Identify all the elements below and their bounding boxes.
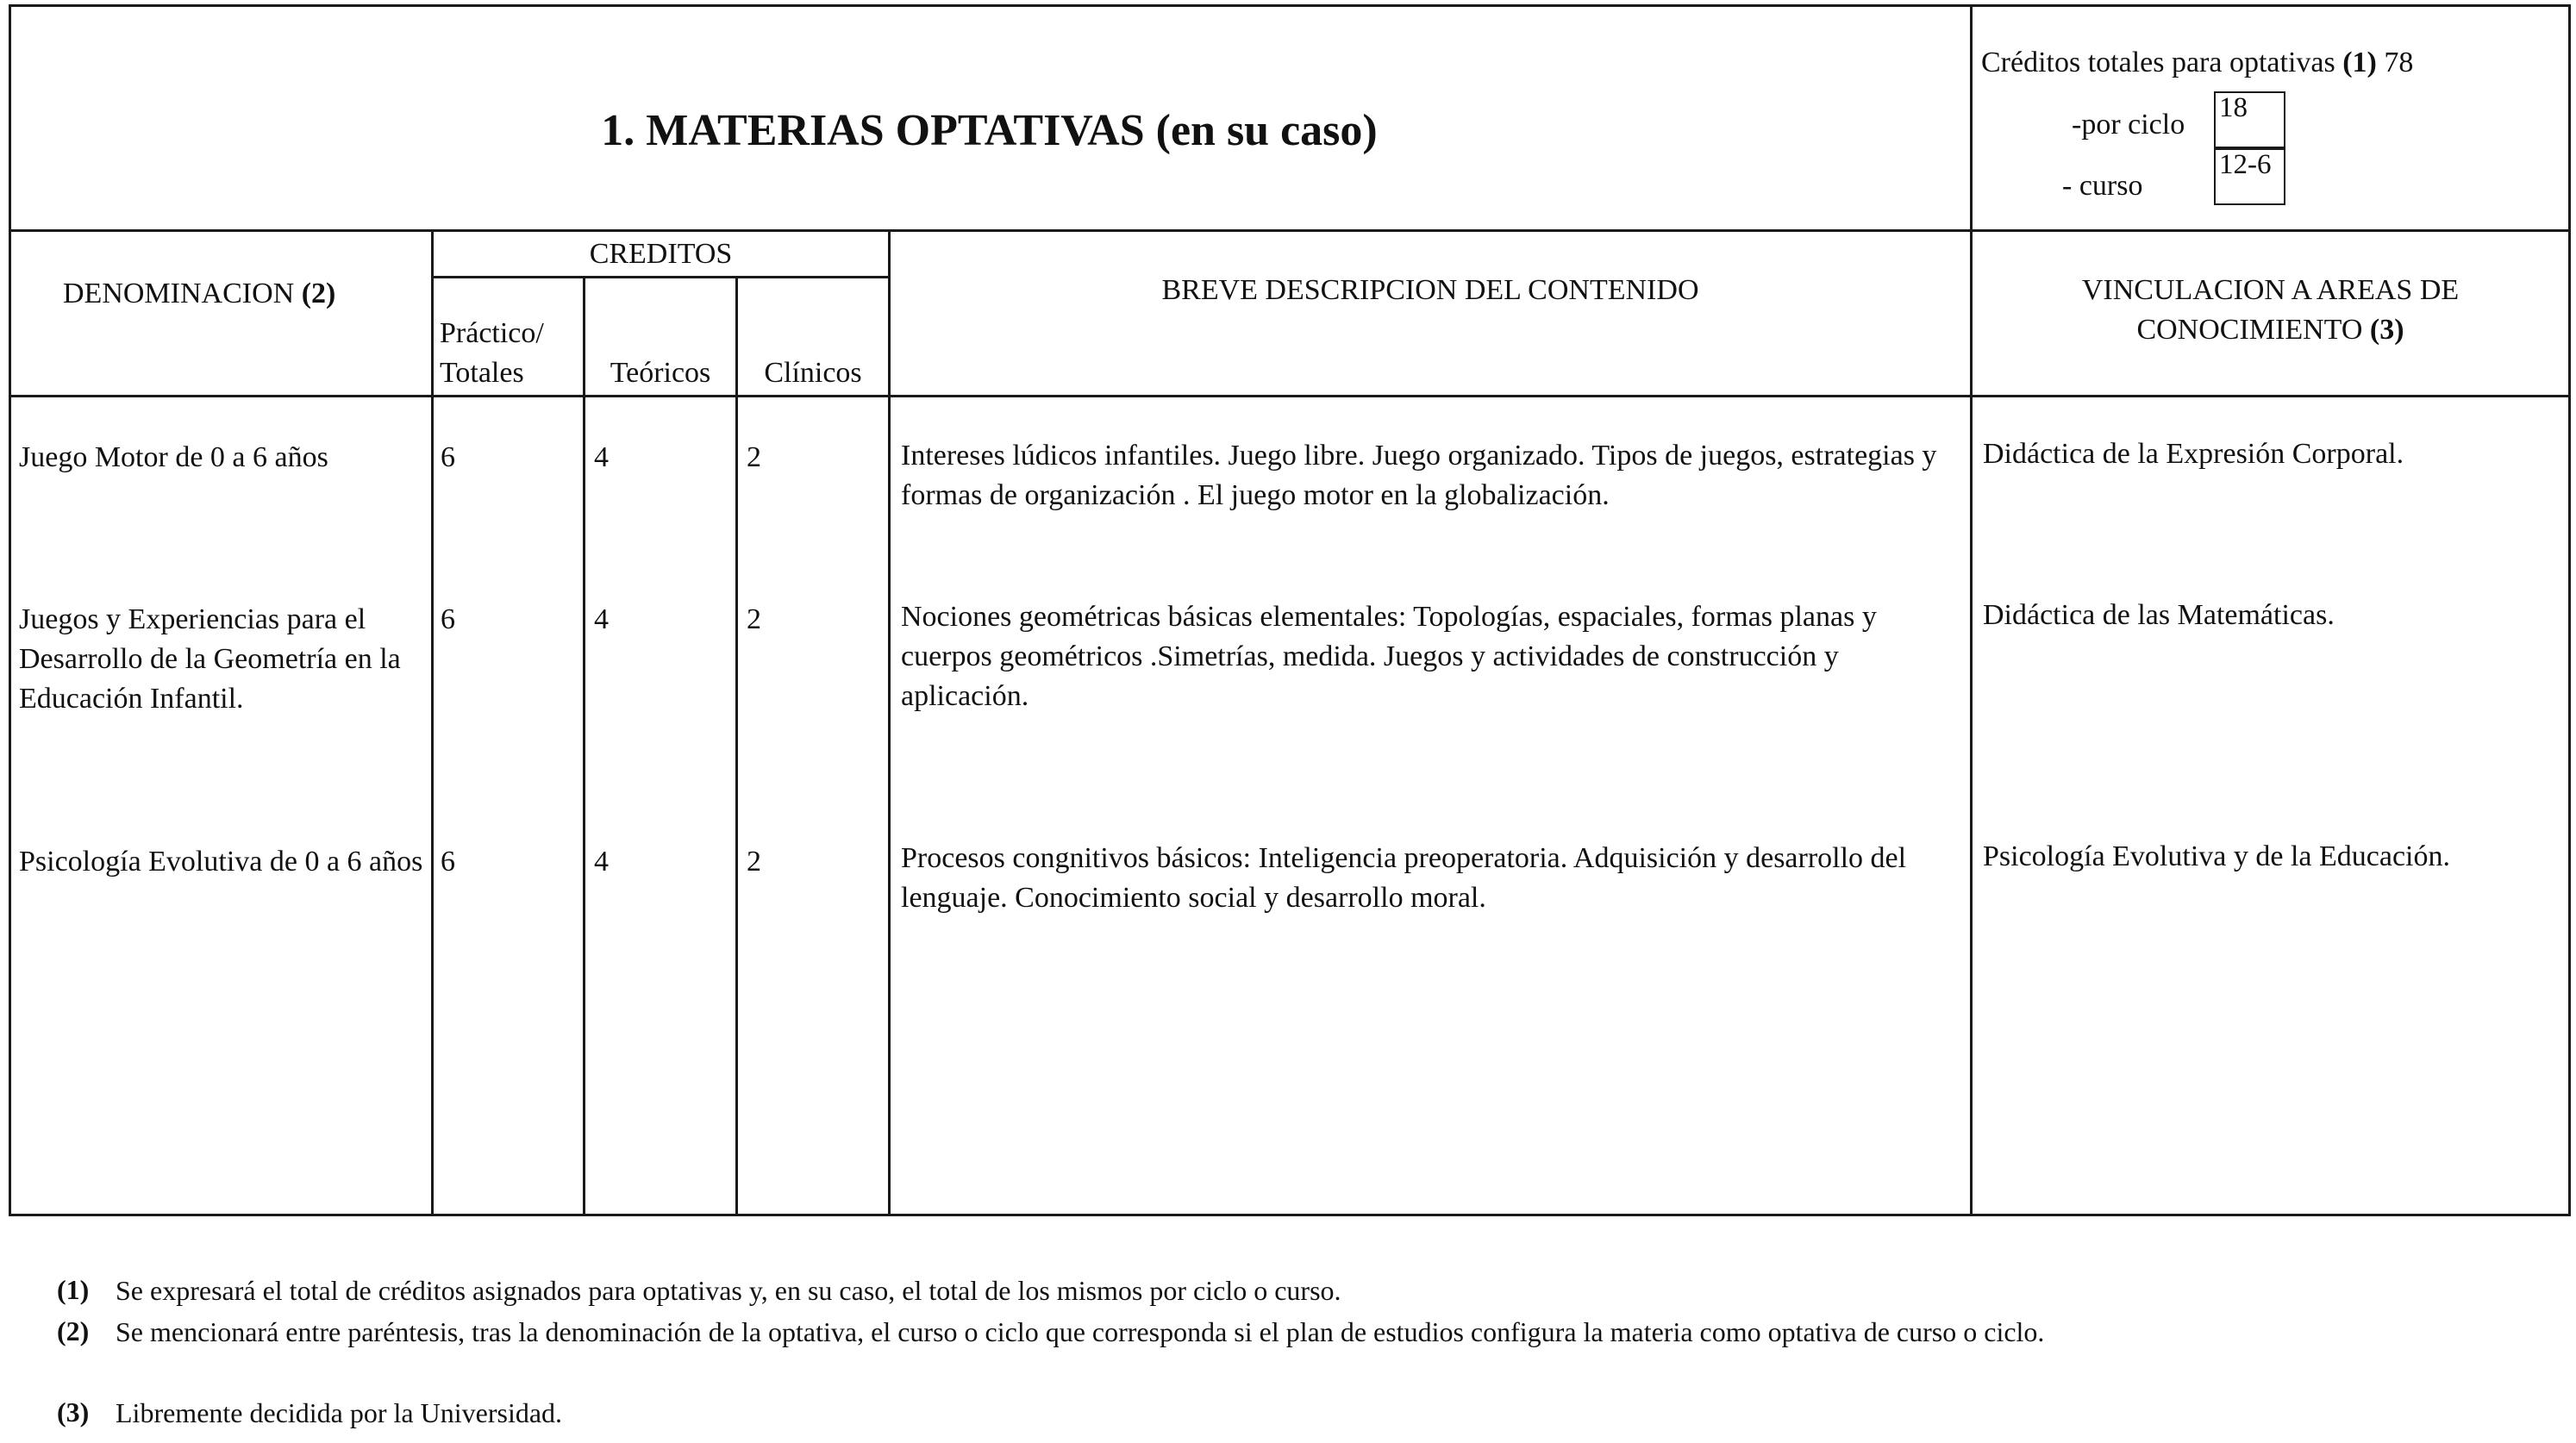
credits-total-line: [1981, 43, 2413, 83]
por-ciclo-label: -por ciclo: [2072, 109, 2185, 141]
row-clinicos: 2: [747, 846, 761, 878]
row-descripcion: Procesos congnitivos básicos: Inteligencia preoperatoria. Adquisición y desarrollo del lenguaje. Conocimiento social y desarrollo moral.: [901, 842, 1907, 914]
footnote-number: (3): [57, 1396, 90, 1427]
row-vinculacion: Psicología Evolutiva y de la Educación.: [1983, 840, 2450, 872]
col-header-creditos: CREDITOS: [589, 238, 733, 270]
divider-header-right: [1970, 4, 1973, 1216]
row-descripcion: Intereses lúdicos infantiles. Juego libre. Juego organizado. Tipos de juegos, estrategias y formas de organización . El juego motor en la globalización.: [901, 440, 1937, 511]
curso-box: 12-6: [2214, 148, 2285, 205]
row-teoricos: 4: [594, 603, 609, 635]
border-top: [9, 4, 2571, 7]
credits-total-ref: (1): [2342, 47, 2377, 78]
row-denominacion: Juegos y Experiencias para el Desarrollo de la Geometría en la Educación Infantil.: [19, 603, 401, 715]
divider-teoricos: [583, 276, 585, 1216]
divider-clinicos: [735, 276, 738, 1216]
border-right: [2568, 4, 2571, 1216]
footnote-number: (1): [57, 1274, 90, 1305]
row-totales: 6: [441, 603, 455, 635]
footnote-text: Se mencionará entre paréntesis, tras la denominación de la optativa, el curso o ciclo que corresponda si el plan de estudios configura la materia como optativa de curso o ciclo.: [116, 1316, 2045, 1347]
page-title: 1. MATERIAS OPTATIVAS (en su caso): [601, 106, 1378, 155]
row-clinicos: 2: [747, 603, 761, 635]
row-teoricos: 4: [594, 441, 609, 473]
col-header-clinicos: Clínicos: [764, 357, 862, 389]
row-totales: 6: [441, 441, 455, 473]
border-creditos-bottom: [431, 276, 888, 278]
credits-total-value: 78: [2384, 47, 2414, 78]
row-vinculacion: Didáctica de las Matemáticas.: [1983, 599, 2335, 631]
por-ciclo-box: 18: [2214, 91, 2285, 148]
row-teoricos: 4: [594, 846, 609, 878]
denominacion-ref: (2): [301, 278, 336, 309]
divider-descripcion: [888, 229, 891, 1216]
col-header-teoricos: Teóricos: [610, 357, 711, 389]
border-colheader-bottom: [9, 395, 2571, 397]
col-header-practico-line1: Práctico/: [440, 317, 544, 349]
footnote-number: (2): [57, 1315, 90, 1346]
row-descripcion: Nociones geométricas básicas elementales: Topologías, espaciales, formas planas y cuerpos geométricos .Simetrías, medida. Juegos y actividades de construcción y aplicación.: [901, 601, 1877, 712]
credits-total-label: Créditos totales para optativas: [1981, 47, 2335, 78]
row-vinculacion: Didáctica de la Expresión Corporal.: [1983, 438, 2404, 470]
curso-label: - curso: [2062, 170, 2143, 202]
col-header-vinculacion-line1: VINCULACION A AREAS DE: [2081, 274, 2460, 306]
col-header-descripcion: BREVE DESCRIPCION DEL CONTENIDO: [1161, 274, 1699, 306]
vinculacion-ref: (3): [2369, 314, 2404, 346]
row-totales: 6: [441, 846, 455, 878]
col-header-vinculacion-line2: CONOCIMIENTO (3): [2136, 314, 2404, 346]
border-left: [9, 4, 11, 1216]
footnote-text: Se expresará el total de créditos asignados para optativas y, en su caso, el total de los mismos por ciclo o curso.: [116, 1275, 1341, 1306]
row-denominacion: Psicología Evolutiva de 0 a 6 años: [19, 846, 423, 878]
row-denominacion: Juego Motor de 0 a 6 años: [19, 441, 328, 473]
border-bottom: [9, 1214, 2571, 1216]
col-header-practico-line2: Totales: [440, 357, 524, 389]
border-header-bottom: [9, 229, 2571, 232]
divider-denominacion: [431, 229, 434, 1216]
row-clinicos: 2: [747, 441, 761, 473]
col-header-denominacion: DENOMINACION (2): [63, 278, 336, 309]
footnote-text: Libremente decidida por la Universidad.: [116, 1397, 563, 1428]
